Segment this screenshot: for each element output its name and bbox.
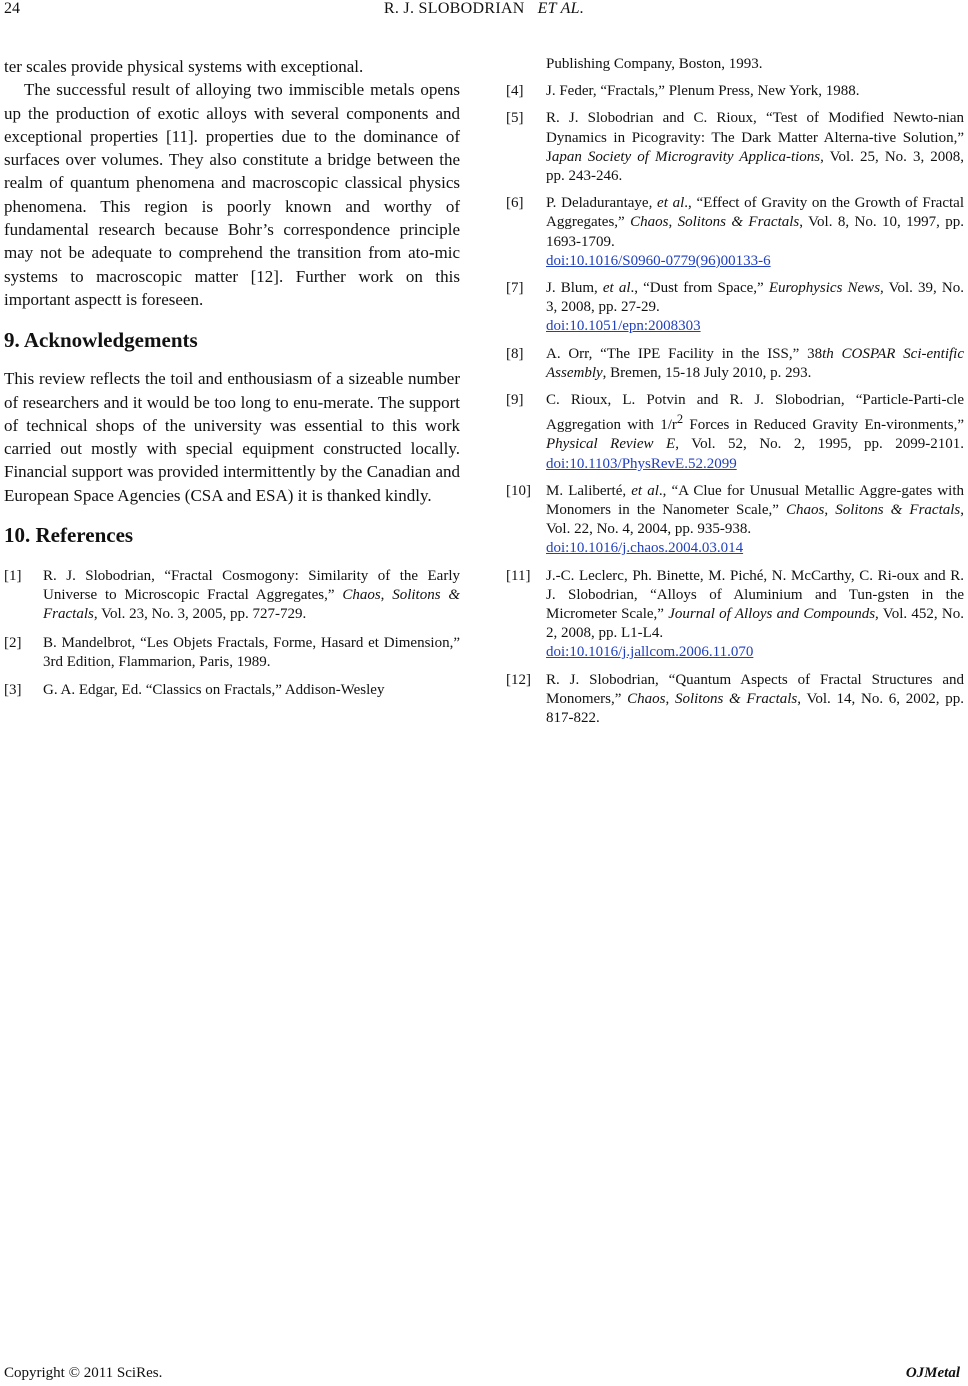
reference-text: , <box>665 690 675 707</box>
reference-number: [11] <box>506 567 531 584</box>
reference-11 <box>506 567 964 663</box>
superscript: 2 <box>676 412 684 427</box>
journal-name: Chaos <box>627 690 666 707</box>
footer-journal-name: OJMetal <box>905 1365 960 1381</box>
reference-number: [3] <box>4 682 22 699</box>
reference-text: , <box>824 502 836 519</box>
reference-number: [1] <box>4 568 22 585</box>
reference-text: , <box>380 587 393 604</box>
doi-link[interactable]: doi:10.1016/j.chaos.2004.03.014 <box>546 540 744 557</box>
doi-link[interactable]: doi:10.1016/j.jallcom.2006.11.070 <box>546 644 754 661</box>
running-head-etal: ET AL. <box>537 0 585 17</box>
reference-4 <box>506 82 964 101</box>
right-column <box>506 55 964 736</box>
reference-text: R. J. Slobodrian, “Quantum Aspects of Fractal Structures and Monomers,” <box>546 671 964 707</box>
reference-text: A. Orr, “The IPE Facility in the ISS,” 38 <box>546 345 823 362</box>
page-number: 24 <box>4 0 20 17</box>
reference-8 <box>506 345 964 383</box>
reference-text: , Vol. 52, No. 2, 1995, pp. 2099-2101. <box>675 436 965 453</box>
reference-text: Forces in Reduced Gravity En-vironments,” <box>683 417 964 434</box>
reference-number: [4] <box>506 83 524 100</box>
reference-number: [8] <box>506 345 524 362</box>
journal-name: th COSPAR Sci-entific Assembly <box>546 345 964 381</box>
reference-text: , Vol. 25, No. 3, 2008, pp. 243-246. <box>546 148 964 185</box>
reference-text: P. Deladurantaye, <box>546 195 658 212</box>
doi-link[interactable]: doi:10.1051/epn:2008303 <box>546 318 701 335</box>
paragraph-alloying: The successful result of alloying two immiscible metals opens up the production of exotic alloys with several components and exceptional properties [11]. properties due to the dominance of surfaces over volumes. They also constitute a bridge between the realm of quantum phenomena and macroscopic classical physics phenomena. This region is poorly known and worthy of fundamental research because Bohr’s correspondence principle may not be adequate to comprehend the transition from ato-mic systems to macroscopic matter [12]. Further work on this important aspectt is foreseen. <box>4 80 460 309</box>
reference-10 <box>506 482 964 559</box>
reference-7 <box>506 279 964 337</box>
journal-name: Physical Review E <box>546 436 676 453</box>
journal-name: Solitons & Fractals <box>43 587 461 623</box>
reference-9 <box>506 391 964 474</box>
reference-text: J.-C. Leclerc, Ph. Binette, M. Piché, N. McCarthy, C. Ri-oux and R. J. Slobodrian, “Alloys of Aluminium and Tun-gsten in the Micrometer Scale,” <box>546 567 964 623</box>
reference-number: [7] <box>506 280 524 297</box>
reference-text: J. Blum, <box>546 280 603 297</box>
reference-text: , Vol. 39, No. 3, 2008, pp. 27-29. <box>546 280 964 316</box>
reference-text: , Vol. 14, No. 6, 2002, pp. 817-822. <box>546 690 965 727</box>
journal-name: Chaos <box>786 502 825 519</box>
section-heading-acknowledgements: 9. Acknowledgements <box>4 328 198 353</box>
reference-1 <box>4 567 460 625</box>
paragraph-continuation: ter scales provide physical systems with exceptional. <box>4 57 364 76</box>
reference-text: , Vol. 8, No. 10, 1997, pp. 1693-1709. <box>546 214 964 250</box>
journal-name: Solitons & Fractals <box>677 214 800 231</box>
reference-text: R. J. Slobodrian, “Fractal Cosmogony: Similarity of the Early Universe to Microscopic Fractal Aggregates,” <box>43 568 460 604</box>
reference-text: , Vol. 22, No. 4, 2004, pp. 935-938. <box>546 502 965 538</box>
reference-text: M. Laliberté, <box>546 482 632 499</box>
reference-number: [6] <box>506 195 524 212</box>
journal-name: Chaos <box>630 214 669 231</box>
doi-link[interactable]: doi:10.1016/S0960-0779(96)00133-6 <box>546 252 771 269</box>
reference-5 <box>506 109 964 186</box>
reference-text: , <box>668 214 678 231</box>
reference-text: ., “Effect of Gravity on the Growth of Fractal Aggregates,” <box>546 195 964 231</box>
reference-text: J. Feder, “Fractals,” Plenum Press, New York, 1988. <box>546 83 860 100</box>
journal-name: Europhysics News <box>768 280 881 297</box>
reference-number: [10] <box>506 482 531 499</box>
journal-name: Chaos <box>342 587 381 604</box>
reference-2 <box>4 634 460 672</box>
reference-text: ., “Dust from Space,” <box>630 280 769 297</box>
reference-3-continuation: Publishing Company, Boston, 1993. <box>546 56 763 72</box>
section-heading-references: 10. References <box>4 523 134 548</box>
reference-text: , Vol. 23, No. 3, 2005, pp. 727-729. <box>93 606 307 623</box>
reference-text: , Vol. 452, No. 2, 2008, pp. L1-L4. <box>546 606 964 642</box>
footer-copyright: Copyright © 2011 SciRes. <box>4 1365 163 1381</box>
doi-link[interactable]: doi:10.1103/PhysRevE.52.2099 <box>546 455 737 472</box>
reference-number: [2] <box>4 634 22 651</box>
acknowledgements-text: This review reflects the toil and enthousiasm of a sizeable number of researchers and it would be too long to enu-merate. The support of technical shops of the university was essential to this work carried out mostly with special equipment constructed locally. Financial support was provided intermittently by the Canadian and European Space Agencies (CSA and ESA) it is thanked kindly. <box>4 369 460 505</box>
running-head-authors: R. J. SLOBODRIAN <box>383 0 525 17</box>
reference-text: G. A. Edgar, Ed. “Classics on Fractals,” Addison-Wesley <box>43 682 385 699</box>
reference-text: C. Rioux, L. Potvin and R. J. Slobodrian, “Particle-Parti-cle Aggregation with 1/r <box>546 392 964 434</box>
journal-name: Solitons & Fractals <box>674 690 798 707</box>
reference-number: [9] <box>506 392 524 409</box>
et-al: et al <box>657 195 685 212</box>
reference-text: ., “A Clue for Unusual Metallic Aggre-gates with Monomers in the Nanometer Scale,” <box>546 482 964 519</box>
reference-text: , Bremen, 15-18 July 2010, p. 293. <box>602 364 812 381</box>
reference-3 <box>4 681 460 700</box>
et-al: et al <box>631 482 659 499</box>
reference-text: B. Mandelbrot, “Les Objets Fractals, Forme, Hasard et Dimension,” 3rd Edition, Flammarion, Paris, 1989. <box>43 634 460 670</box>
et-al: et al <box>602 280 631 297</box>
reference-number: [12] <box>506 671 531 688</box>
reference-number: [5] <box>506 110 524 127</box>
reference-text: R. J. Slobodrian and C. Rioux, “Test of Modified Newto-nian Dynamics in Picogravity: The Dark Matter Alterna-tive Solution,” J <box>546 110 964 165</box>
left-column <box>4 55 460 709</box>
journal-name: Solitons & Fractals <box>835 502 961 519</box>
reference-6 <box>506 194 964 271</box>
journal-name: Journal of Alloys and Compounds <box>668 606 876 623</box>
journal-name: apan Society of Microgravity Applica-tions <box>551 148 821 165</box>
running-head <box>0 0 968 18</box>
reference-12 <box>506 671 964 729</box>
